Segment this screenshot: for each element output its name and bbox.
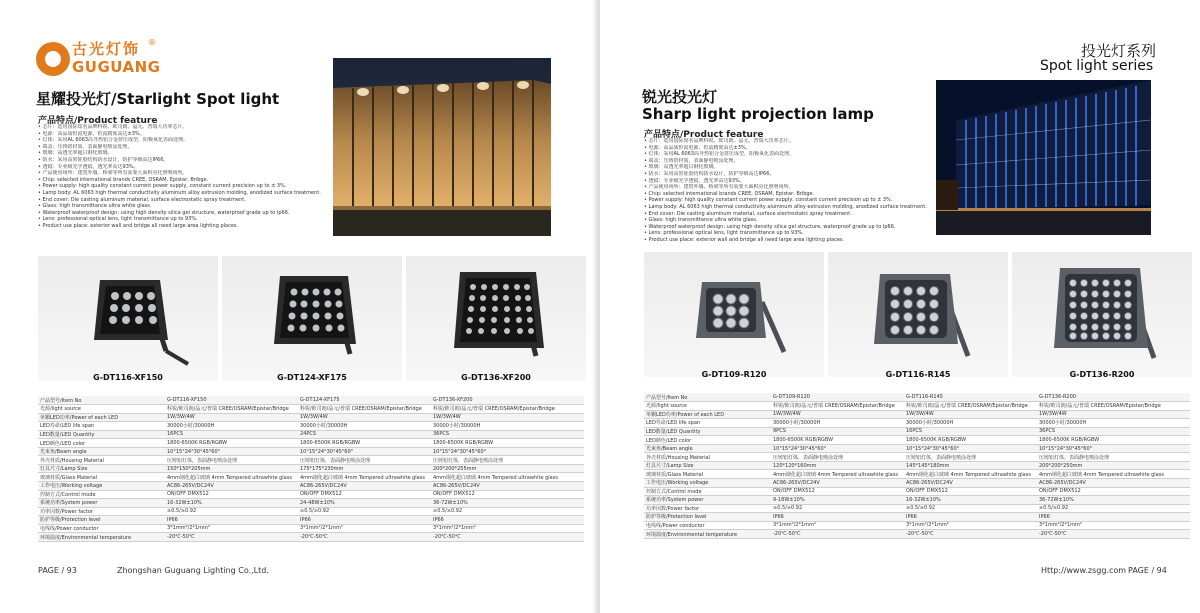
spec-value: 30000小时/30000H [904, 419, 1037, 428]
spec-value: AC86-265V/DC24V [431, 481, 584, 490]
spec-label: LED寿命/LED life span [644, 419, 771, 428]
spec-value: AC86-265V/DC24V [1037, 478, 1190, 487]
spec-value: 1W/3W/4W [431, 413, 584, 422]
spec-row [644, 427, 1190, 436]
feature-en: • End cover: Die casting aluminum material, surface electrostatic spray treatment. [38, 196, 246, 203]
series-title-cn: 投光灯系列 [1081, 42, 1157, 60]
spec-value: -20℃-50℃ [431, 533, 584, 542]
spec-row [38, 490, 584, 499]
feature-list [644, 138, 934, 244]
spec-value: 1W/3W/4W [771, 410, 904, 419]
spec-value: 16PCS [904, 427, 1037, 436]
spec-value: 科锐/欧司朗/晶元/普瑞 CREE/OSRAM/Epistar/Bridge [298, 405, 431, 414]
feature-cn: • 透镜：专业级光学透镜，透光率高达93%。 [644, 177, 745, 184]
spec-value: 120*120*160mm [771, 461, 904, 470]
product-image-r120 [644, 252, 824, 377]
spec-label: 控制方式/Control mode [38, 490, 165, 499]
feature-cn: • 灯体：采用AL 6063高导热铝合金挤压成型，阳极氧化表面处理。 [644, 151, 795, 158]
spec-value: 3*1mm²/2*1mm² [771, 521, 904, 530]
spec-value: -20℃-50℃ [904, 530, 1037, 539]
spec-table [644, 393, 1190, 539]
spec-value: 4mm钢化超白玻璃 4mm Tempered ultrawhite glass [771, 470, 904, 479]
spec-row [38, 516, 584, 525]
spec-label: 外壳材质/Housing Material [38, 456, 165, 465]
spec-label: 防护等级/Protection level [644, 513, 771, 522]
spec-row [38, 481, 584, 490]
spec-value: 10°15°24°30°45°60° [298, 447, 431, 456]
spec-row [38, 396, 584, 405]
spec-value: ≥0.5/≥0.92 [904, 504, 1037, 513]
product-image-xf200 [406, 256, 586, 381]
spec-label: 单颗LED功率/Power of each LED [38, 413, 165, 422]
feature-heading: 产品特点/Product feature [38, 116, 158, 126]
spec-label: 电线线/Power conductor [644, 521, 771, 530]
spec-label: 控制方式/Control mode [644, 487, 771, 496]
spec-value: ≥0.5/≥0.92 [431, 507, 584, 516]
feature-en: • Product use place: exterior wall and bridge all need large area lighting places. [644, 236, 845, 243]
logo-cn: 古光灯饰 [72, 40, 141, 58]
feature-cn: • 产品使用场所：建筑外墙、桥梁等所有需要大面积亮化照明场所。 [644, 184, 794, 191]
spec-value: 1800-6500K RGB/RGBW [298, 439, 431, 448]
spec-value: 24PCS [298, 430, 431, 439]
spec-row [644, 487, 1190, 496]
product-title: 星耀投光灯/Starlight Spot light [36, 90, 280, 108]
spec-value: 压铸铝灯体，表面静电喷涂处理 [165, 456, 298, 465]
spec-value: -20℃-50℃ [165, 533, 298, 542]
spec-row [644, 461, 1190, 470]
spec-value: 24-48W±10% [298, 499, 431, 508]
spec-value: 1W/3W/4W [165, 413, 298, 422]
spec-label: 电线线/Power conductor [38, 524, 165, 533]
spec-value: IP66 [298, 516, 431, 525]
feature-en: • Waterproof waterproof design: using high density silica gel structure, waterproof grade up to Ip66. [38, 209, 290, 216]
spec-value: AC86-265V/DC24V [904, 478, 1037, 487]
spec-value: AC86-265V/DC24V [165, 481, 298, 490]
spec-label: LED颜色/LED color [644, 436, 771, 445]
spec-value: 36PCS [431, 430, 584, 439]
feature-en: • Power supply: high quality constant current power supply, constant current precision up to ± 3%. [38, 183, 287, 190]
spec-value: 10°15°24°30°45°60° [431, 447, 584, 456]
spec-label: 光束角/Beam angle [38, 447, 165, 456]
spec-value: 10°15°24°30°45°60° [771, 444, 904, 453]
spec-value: ON/OFF DMX512 [298, 490, 431, 499]
spec-value: G-DT124-XF175 [298, 396, 431, 405]
spec-row [38, 473, 584, 482]
spec-value: 1W/3W/4W [1037, 410, 1190, 419]
spec-value: 1800-6500K RGB/RGBW [1037, 436, 1190, 445]
spec-value: 1W/3W/4W [298, 413, 431, 422]
feature-en: • Lens: professional optical lens, light transmittance up to 93%. [38, 216, 198, 223]
spec-row [644, 513, 1190, 522]
spec-value: 压铸铝灯体，表面静电喷涂处理 [771, 453, 904, 462]
spec-value: 科锐/欧司朗/晶元/普瑞 CREE/OSRAM/Epistar/Bridge [431, 405, 584, 414]
spec-value: -20℃-50℃ [771, 530, 904, 539]
spec-value: 4mm钢化超白玻璃 4mm Tempered ultrawhite glass [1037, 470, 1190, 479]
spec-value: AC86-265V/DC24V [771, 478, 904, 487]
spec-value: ≥0.5/≥0.92 [771, 504, 904, 513]
spec-label: 系统功率/System power [644, 496, 771, 505]
spec-row [644, 521, 1190, 530]
product-name: G-DT124-XF175 [277, 373, 347, 382]
spec-value: 压铸铝灯体，表面静电喷涂处理 [431, 456, 584, 465]
night-building-photo [936, 80, 1151, 235]
spec-value: IP66 [431, 516, 584, 525]
spec-row [38, 507, 584, 516]
spec-value: 30000小时/30000H [1037, 419, 1190, 428]
spec-value: 4mm钢化超白玻璃 4mm Tempered ultrawhite glass [431, 473, 584, 482]
spec-row [38, 447, 584, 456]
product-name: G-DT116-XF150 [93, 373, 163, 382]
feature-en: • Product use place: exterior wall and bridge all need large area lighting places. [38, 222, 239, 229]
spec-label: 功率因数/Power factor [644, 504, 771, 513]
spec-row [38, 524, 584, 533]
spec-value: IP66 [1037, 513, 1190, 522]
spec-label: 系统功率/System power [38, 499, 165, 508]
spec-value: 200*200*255mm [431, 464, 584, 473]
spec-row [644, 453, 1190, 462]
right-page [600, 0, 1200, 613]
feature-cn: • 防水：采用高密硅胶结构防水设计，防护等级高达IP66。 [644, 170, 775, 177]
spec-value: 9PCS [771, 427, 904, 436]
spec-value: ON/OFF DMX512 [1037, 487, 1190, 496]
spec-value: ≥0.5/≥0.92 [298, 507, 431, 516]
feature-en: • Glass: high transmittance ultra white glass. [644, 217, 758, 224]
feature-cn: • 透镜：专业级光学透镜，透光率高达93%。 [38, 163, 139, 170]
product-image-r145 [828, 252, 1008, 377]
spec-value: 3*1mm²/2*1mm² [298, 524, 431, 533]
spec-value: 3*1mm²/2*1mm² [1037, 521, 1190, 530]
spec-value: 30000小时/30000H [771, 419, 904, 428]
product-title-en: Sharp light projection lamp [642, 105, 874, 123]
feature-list [38, 124, 328, 230]
spec-row [38, 422, 584, 431]
spec-value: 科锐/欧司朗/晶元/普瑞 CREE/OSRAM/Epistar/Bridge [1037, 402, 1190, 411]
spec-value: ≥0.5/≥0.92 [165, 507, 298, 516]
product-image-xf150 [38, 256, 218, 381]
spec-row [644, 402, 1190, 411]
feature-cn: • 玻璃：高透光率超白钢化玻璃。 [38, 150, 113, 157]
spec-label: LED颜色/LED color [38, 439, 165, 448]
spec-label: 防护等级/Protection level [38, 516, 165, 525]
spec-label: 光源/light source [644, 402, 771, 411]
feature-cn: • 芯片：选用国际知名品牌科锐、欧司朗、晶元、普瑞大功率芯片。 [644, 138, 794, 144]
spec-label: 环境温度/Environmental temperature [644, 530, 771, 539]
spec-value: 30000小时/30000H [298, 422, 431, 431]
product-name: G-DT136-XF200 [461, 373, 531, 382]
spec-value: 1800-6500K RGB/RGBW [431, 439, 584, 448]
spec-value: 150*150*205mm [165, 464, 298, 473]
spec-value: 3*1mm²/2*1mm² [431, 524, 584, 533]
spec-value: 4mm钢化超白玻璃 4mm Tempered ultrawhite glass [165, 473, 298, 482]
spec-value: ON/OFF DMX512 [771, 487, 904, 496]
spec-label: LED数量/LED Quantity [644, 427, 771, 436]
building-photo [333, 58, 551, 236]
spec-row [644, 496, 1190, 505]
spec-row [644, 444, 1190, 453]
series-title-en: Spot light series [1040, 58, 1154, 74]
spec-value: 1800-6500K RGB/RGBW [771, 436, 904, 445]
spec-row [38, 499, 584, 508]
spec-value: 10°15°24°30°45°60° [1037, 444, 1190, 453]
spec-row [38, 405, 584, 414]
spec-value: G-DT116-R145 [904, 393, 1037, 402]
spec-value: G-DT136-R200 [1037, 393, 1190, 402]
company-name: Zhongshan Guguang Lighting Co.,Ltd. [117, 566, 269, 575]
spec-value: 9-18W±10% [771, 496, 904, 505]
feature-en: • Waterproof waterproof design: using high density silica gel structure, waterproof grade up to Ip66. [644, 223, 896, 230]
feature-en: • Chip: selected international brands CREE, OSRAM, Epistar, Bribge. [644, 190, 815, 197]
spec-value: 36-72W±10% [431, 499, 584, 508]
spec-value: 压铸铝灯体，表面静电喷涂处理 [298, 456, 431, 465]
feature-cn: • 端盖：压铸铝材质，表面静电喷涂处理。 [644, 157, 739, 164]
spec-row [38, 439, 584, 448]
spec-value: 科锐/欧司朗/晶元/普瑞 CREE/OSRAM/Epistar/Bridge [165, 405, 298, 414]
product-image-xf175 [222, 256, 402, 381]
page-number: PAGE / 94 [1128, 566, 1167, 575]
spec-value: ON/OFF DMX512 [165, 490, 298, 499]
spec-value: -20℃-50℃ [1037, 530, 1190, 539]
spec-value: 4mm钢化超白玻璃 4mm Tempered ultrawhite glass [298, 473, 431, 482]
spec-row [644, 419, 1190, 428]
spec-value: 10°15°24°30°45°60° [165, 447, 298, 456]
logo-en: GUGUANG [72, 58, 161, 76]
spec-value: IP66 [771, 513, 904, 522]
product-title-cn: 锐光投光灯 [642, 88, 718, 106]
spec-label: 光源/light source [38, 405, 165, 414]
product-image-r200 [1012, 252, 1192, 377]
spec-value: 压铸铝灯体，表面静电喷涂处理 [1037, 453, 1190, 462]
feature-cn: • 芯片：选用国际知名品牌科锐、欧司朗、晶元、普瑞大功率芯片。 [38, 124, 188, 130]
spec-value: -20℃-50℃ [298, 533, 431, 542]
product-name: G-DT109-R120 [701, 370, 767, 379]
spec-value: 16-32W±10% [904, 496, 1037, 505]
spec-value: IP66 [904, 513, 1037, 522]
spec-label: 玻璃材质/Glass Material [644, 470, 771, 479]
spec-row [38, 464, 584, 473]
product-name: G-DT136-R200 [1069, 370, 1135, 379]
spec-label: 工作电压/Working voltage [38, 481, 165, 490]
feature-en: • Lamp body: AL 6063 high thermal conductivity aluminum alloy extrusion molding, anodized surface treatment. [38, 189, 321, 196]
feature-cn: • 电源：高品质恒流电源，恒流精度高达±3%。 [644, 144, 751, 151]
spec-value: G-DT109-R120 [771, 393, 904, 402]
spec-row [644, 470, 1190, 479]
spec-value: 压铸铝灯体，表面静电喷涂处理 [904, 453, 1037, 462]
spec-value: 30000小时/30000H [431, 422, 584, 431]
spec-label: 外壳材质/Housing Material [644, 453, 771, 462]
spec-row [38, 456, 584, 465]
spec-value: G-DT116-XF150 [165, 396, 298, 405]
spec-value: 16PCS [165, 430, 298, 439]
spec-value: ON/OFF DMX512 [904, 487, 1037, 496]
feature-en: • Power supply: high quality constant current power supply, constant current precision up to ± 3%. [644, 197, 893, 204]
spec-value: 36PCS [1037, 427, 1190, 436]
logo-ring-icon [36, 42, 70, 76]
feature-en: • Lens: professional optical lens, light transmittance up to 93%. [644, 230, 804, 237]
website-url: Http://www.zsgg.com [1041, 566, 1127, 575]
spec-value: 145*145*180mm [904, 461, 1037, 470]
spec-row [644, 530, 1190, 539]
spec-label: 环境温度/Environmental temperature [38, 533, 165, 542]
feature-cn: • 端盖：压铸铝材质，表面静电喷涂处理。 [38, 143, 133, 150]
spec-value: 200*200*250mm [1037, 461, 1190, 470]
spec-value: 科锐/欧司朗/晶元/普瑞 CREE/OSRAM/Epistar/Bridge [904, 402, 1037, 411]
spec-row [644, 393, 1190, 402]
spec-value: ≥0.5/≥0.92 [1037, 504, 1190, 513]
feature-cn: • 灯体：采用AL 6063高导热铝合金挤压成型，阳极氧化表面处理。 [38, 137, 189, 144]
feature-en: • Chip: selected international brands CREE, OSRAM, Epistar, Bribge. [38, 176, 209, 183]
spec-row [644, 436, 1190, 445]
spec-label: 单颗LED功率/Power of each LED [644, 410, 771, 419]
feature-cn: • 产品使用场所：建筑外墙、桥梁等所有需要大面积亮化照明场所。 [38, 170, 188, 177]
spec-value: 3*1mm²/2*1mm² [165, 524, 298, 533]
feature-cn: • 电源：高品质恒流电源，恒流精度高达±3%。 [38, 130, 145, 137]
spec-value: AC86-265V/DC24V [298, 481, 431, 490]
spec-value: 36-72W±10% [1037, 496, 1190, 505]
spec-value: 175*175*230mm [298, 464, 431, 473]
spec-row [38, 430, 584, 439]
spec-row [644, 478, 1190, 487]
spec-label: LED数量/LED Quantity [38, 430, 165, 439]
page-number: PAGE / 93 [38, 566, 77, 575]
spec-row [38, 413, 584, 422]
spec-value: 1800-6500K RGB/RGBW [904, 436, 1037, 445]
spec-label: 灯具尺寸/Lamp Size [38, 464, 165, 473]
spec-label: 灯具尺寸/Lamp Size [644, 461, 771, 470]
feature-cn: • 防水：采用高密硅胶结构防水设计，防护等级高达IP66。 [38, 156, 169, 163]
spec-row [644, 410, 1190, 419]
spec-label: 玻璃材质/Glass Material [38, 473, 165, 482]
spec-label: LED寿命/LED life span [38, 422, 165, 431]
logo-registered-mark: ® [148, 38, 156, 47]
feature-heading: 产品特点/Product feature [644, 130, 764, 140]
spec-value: 1W/3W/4W [904, 410, 1037, 419]
spec-label: 工作电压/Working voltage [644, 478, 771, 487]
spec-value: 4mm钢化超白玻璃 4mm Tempered ultrawhite glass [904, 470, 1037, 479]
spec-value: 3*1mm²/2*1mm² [904, 521, 1037, 530]
spec-value: 16-32W±10% [165, 499, 298, 508]
product-name: G-DT116-R145 [885, 370, 951, 379]
spec-row [644, 504, 1190, 513]
feature-en: • Lamp body: AL 6063 high thermal conductivity aluminum alloy extrusion molding, anodized surface treatment. [644, 203, 927, 210]
spec-value: 10°15°24°30°45°60° [904, 444, 1037, 453]
spec-table [38, 396, 584, 542]
spec-value: 30000小时/30000H [165, 422, 298, 431]
brand-logo [36, 38, 166, 78]
feature-en: • Glass: high transmittance ultra white glass. [38, 203, 152, 210]
spec-label: 产品型号/Item No [38, 396, 165, 405]
spec-value: G-DT136-XF200 [431, 396, 584, 405]
feature-cn: • 玻璃：高透光率超白钢化玻璃。 [644, 164, 719, 171]
spec-label: 光束角/Beam angle [644, 444, 771, 453]
feature-en: • End cover: Die casting aluminum material, surface electrostatic spray treatment. [644, 210, 852, 217]
spec-value: 1800-6500K RGB/RGBW [165, 439, 298, 448]
spec-value: ON/OFF DMX512 [431, 490, 584, 499]
spec-label: 产品型号/Item No [644, 393, 771, 402]
spec-row [38, 533, 584, 542]
spec-label: 功率因数/Power factor [38, 507, 165, 516]
spec-value: 科锐/欧司朗/晶元/普瑞 CREE/OSRAM/Epistar/Bridge [771, 402, 904, 411]
spec-value: IP66 [165, 516, 298, 525]
